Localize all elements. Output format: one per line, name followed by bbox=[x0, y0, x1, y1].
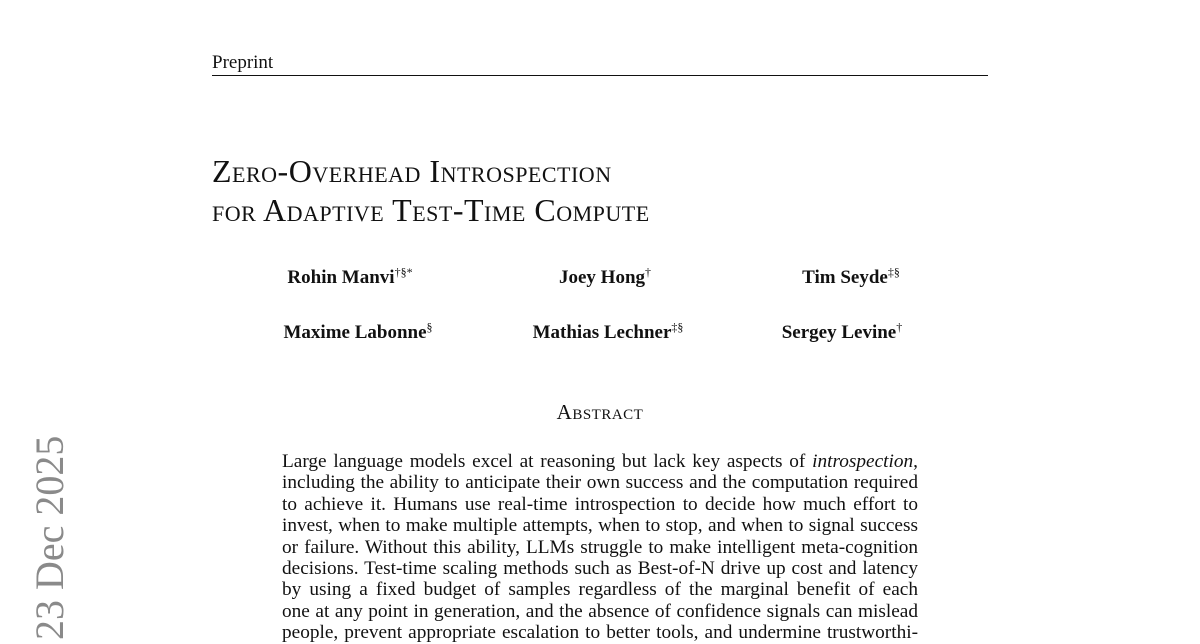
running-header: Preprint bbox=[212, 52, 988, 76]
author: Rohin Manvi†§* bbox=[287, 265, 413, 288]
abstract-line: Large language models excel at reasoning but lack key aspects of introspection, bbox=[282, 451, 918, 472]
abstract-body bbox=[282, 451, 918, 644]
abstract-line: to achieve it. Humans use real-time introspection to decide how much effort to bbox=[282, 493, 918, 515]
author: Sergey Levine† bbox=[781, 320, 903, 343]
abstract-line: people, prevent appropriate escalation to better tools, and undermine trustworthi- bbox=[282, 622, 918, 644]
abstract-heading: Abstract bbox=[556, 400, 644, 424]
paper-title bbox=[212, 152, 650, 230]
author: Mathias Lechner‡§ bbox=[532, 320, 684, 343]
arxiv-date-watermark: 23 Dec 2025 bbox=[27, 435, 72, 640]
author: Joey Hong† bbox=[558, 265, 652, 288]
abstract-line: one at any point in generation, and the absence of confidence signals can mislead bbox=[282, 600, 918, 622]
abstract-line: decisions. Test-time scaling methods such as Best-of-N drive up cost and latency bbox=[282, 557, 918, 579]
abstract-line: by using a fixed budget of samples regardless of the marginal benefit of each bbox=[282, 579, 918, 601]
author: Maxime Labonne§ bbox=[283, 320, 433, 343]
abstract-line: or failure. Without this ability, LLMs struggle to make intelligent meta-cognition bbox=[282, 536, 918, 558]
abstract-line: including the ability to anticipate their own success and the computation required bbox=[282, 472, 918, 494]
abstract-line: invest, when to make multiple attempts, when to stop, and when to signal success bbox=[282, 515, 918, 537]
author: Tim Seyde‡§ bbox=[802, 265, 900, 288]
title-line-2: for Adaptive Test-Time Compute bbox=[212, 192, 650, 228]
title-line-1: Zero-Overhead Introspection bbox=[212, 153, 612, 189]
